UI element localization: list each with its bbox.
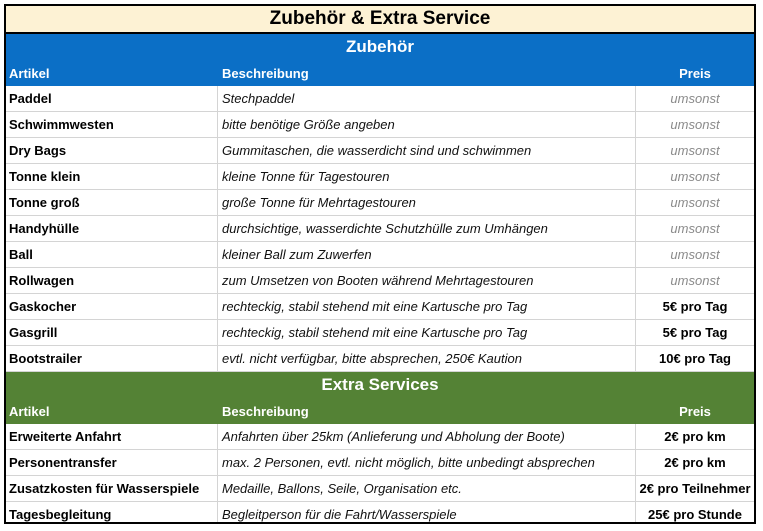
sheet-title: Zubehör & Extra Service	[6, 6, 754, 34]
price-cell: 2€ pro Teilnehmer	[639, 481, 751, 496]
description-cell: zum Umsetzen von Booten während Mehrtagestouren	[218, 268, 636, 293]
description-cell: große Tonne für Mehrtagestouren	[218, 190, 636, 215]
table-row	[6, 216, 754, 242]
table-row	[6, 424, 754, 450]
table-row	[6, 86, 754, 112]
item-cell: Zusatzkosten für Wasserspiele	[6, 476, 218, 501]
price-cell: umsonst	[670, 195, 720, 210]
item-cell: Paddel	[6, 86, 218, 111]
table-row	[6, 164, 754, 190]
services-heading: Extra Services	[321, 375, 439, 394]
column-header-item: Artikel	[9, 403, 50, 419]
table-row	[6, 450, 754, 476]
accessories-section	[6, 34, 754, 86]
table-row	[6, 502, 754, 524]
table-row	[6, 242, 754, 268]
description-cell: kleine Tonne für Tagestouren	[218, 164, 636, 189]
table-row	[6, 138, 754, 164]
item-cell: Tagesbegleitung	[6, 502, 218, 524]
price-cell: umsonst	[670, 221, 720, 236]
description-cell: max. 2 Personen, evtl. nicht möglich, bitte unbedingt absprechen	[218, 450, 636, 475]
item-cell: Schwimmwesten	[6, 112, 218, 137]
item-cell: Handyhülle	[6, 216, 218, 241]
price-cell: umsonst	[670, 117, 720, 132]
price-cell: 5€ pro Tag	[662, 325, 728, 340]
item-cell: Tonne groß	[6, 190, 218, 215]
price-cell: umsonst	[670, 91, 720, 106]
description-cell: rechteckig, stabil stehend mit eine Kartusche pro Tag	[218, 320, 636, 345]
description-cell: Gummitaschen, die wasserdicht sind und schwimmen	[218, 138, 636, 163]
price-cell: 2€ pro km	[664, 455, 726, 470]
accessories-heading: Zubehör	[346, 37, 414, 56]
item-cell: Tonne klein	[6, 164, 218, 189]
price-cell: umsonst	[670, 273, 720, 288]
item-cell: Ball	[6, 242, 218, 267]
services-section	[6, 372, 754, 424]
services-rows	[6, 424, 754, 524]
item-cell: Gasgrill	[6, 320, 218, 345]
description-cell: rechteckig, stabil stehend mit eine Kartusche pro Tag	[218, 294, 636, 319]
description-cell: evtl. nicht verfügbar, bitte absprechen, 250€ Kaution	[218, 346, 636, 371]
column-header-price: Preis	[679, 403, 711, 419]
item-cell: Erweiterte Anfahrt	[6, 424, 218, 449]
table-row	[6, 294, 754, 320]
price-cell: umsonst	[670, 143, 720, 158]
price-cell: 5€ pro Tag	[662, 299, 728, 314]
accessories-column-headers	[6, 60, 754, 86]
price-cell: 25€ pro Stunde	[648, 507, 742, 522]
price-cell: 10€ pro Tag	[658, 351, 731, 366]
item-cell: Personentransfer	[6, 450, 218, 475]
item-cell: Bootstrailer	[6, 346, 218, 371]
table-row	[6, 268, 754, 294]
description-cell: Medaille, Ballons, Seile, Organisation etc.	[218, 476, 636, 501]
table-row	[6, 112, 754, 138]
item-cell: Dry Bags	[6, 138, 218, 163]
accessories-rows	[6, 86, 754, 372]
price-cell: umsonst	[670, 169, 720, 184]
description-cell: bitte benötige Größe angeben	[218, 112, 636, 137]
table-row	[6, 190, 754, 216]
column-header-description: Beschreibung	[222, 403, 309, 419]
table-row	[6, 320, 754, 346]
services-column-headers	[6, 398, 754, 424]
price-sheet	[4, 4, 756, 524]
table-row	[6, 346, 754, 372]
price-cell: 2€ pro km	[664, 429, 726, 444]
item-cell: Gaskocher	[6, 294, 218, 319]
description-cell: Stechpaddel	[218, 86, 636, 111]
description-cell: kleiner Ball zum Zuwerfen	[218, 242, 636, 267]
column-header-item: Artikel	[9, 65, 50, 81]
item-cell: Rollwagen	[6, 268, 218, 293]
column-header-description: Beschreibung	[222, 65, 309, 81]
column-header-price: Preis	[679, 65, 711, 81]
price-cell: umsonst	[670, 247, 720, 262]
description-cell: durchsichtige, wasserdichte Schutzhülle zum Umhängen	[218, 216, 636, 241]
description-cell: Anfahrten über 25km (Anlieferung und Abholung der Boote)	[218, 424, 636, 449]
table-row	[6, 476, 754, 502]
description-cell: Begleitperson für die Fahrt/Wasserspiele	[218, 502, 636, 524]
